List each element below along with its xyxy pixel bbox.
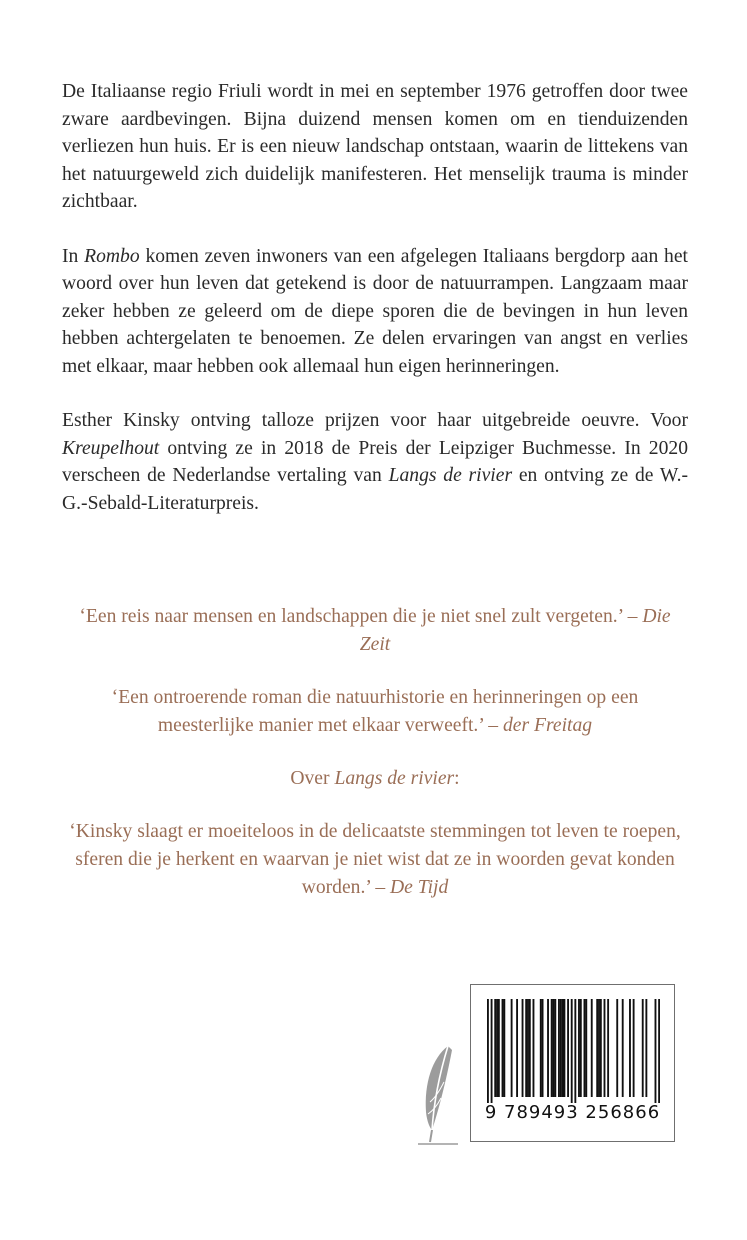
quote-die-zeit: ‘Een reis naar mensen en landschappen die je niet snel zult vergeten.’ – Die Zeit — [79, 606, 671, 655]
book-title-rombo: Rombo — [84, 245, 140, 267]
quote-der-freitag: ‘Een ontroerende roman die natuurhistorie en herinneringen op een meesterlijke manier met elkaar verweeft.’ – der Freitag — [111, 687, 639, 736]
back-cover-blurb — [62, 78, 688, 544]
review-quotes — [62, 603, 688, 927]
barcode-bar — [584, 999, 586, 1097]
barcode-bar — [525, 999, 527, 1097]
blurb-paragraph-1: De Italiaanse regio Friuli wordt in mei en september 1976 getroffen door twee zware aardbevingen. Bijna duizend mensen komen om en tienduizenden verliezen hun huis. Er is een nieuw landschap ontstaan, waarin de littekens van het natuurgeweld zich duidelijk manifesteren. Het menselijk trauma is minder zichtbaar. — [62, 81, 688, 212]
barcode-bar — [596, 999, 598, 1097]
barcode-bars — [487, 999, 660, 1103]
barcode-bar — [547, 999, 549, 1097]
barcode-bar — [511, 999, 513, 1097]
quill-feather-icon — [418, 1042, 458, 1146]
barcode-bar — [494, 999, 496, 1097]
barcode-bar — [571, 999, 573, 1103]
barcode-bar — [522, 999, 524, 1097]
barcode-bar — [558, 999, 560, 1097]
barcode-bar — [604, 999, 606, 1097]
barcode-bar — [574, 999, 576, 1103]
book-title-langs-de-rivier: Langs de rivier — [388, 465, 513, 486]
quote-source: der Freitag — [503, 715, 593, 736]
barcode-bar — [607, 999, 609, 1097]
barcode-bar — [560, 999, 562, 1097]
barcode-bar — [503, 999, 505, 1097]
barcode-bar — [633, 999, 635, 1097]
barcode-bar — [527, 999, 529, 1097]
barcode-bar — [598, 999, 600, 1097]
barcode-bar — [491, 999, 493, 1103]
barcode-bar — [553, 999, 555, 1097]
barcode-bar — [580, 999, 582, 1097]
quote-source: Die Zeit — [359, 606, 671, 655]
barcode-bar — [655, 999, 657, 1103]
barcode-bar — [567, 999, 569, 1097]
isbn-barcode — [470, 984, 675, 1142]
barcode-bar — [516, 999, 518, 1097]
barcode-bar — [540, 999, 542, 1097]
barcode-bar — [591, 999, 593, 1097]
book-title-kreupelhout: Kreupelhout — [62, 437, 160, 459]
barcode-bar — [529, 999, 531, 1097]
quote-de-tijd: ‘Kinsky slaagt er moeiteloos in de delicaatste stemmingen tot leven te roepen, sferen die je herkent en waarvan je niet wist dat ze in woorden gevat konden worden.’ – De Tijd — [69, 821, 681, 898]
barcode-bar — [496, 999, 498, 1097]
barcode-bar — [578, 999, 580, 1097]
barcode-bar — [487, 999, 489, 1103]
barcode-bar — [551, 999, 553, 1097]
barcode-bar — [498, 999, 500, 1097]
barcode-bar — [554, 999, 556, 1097]
barcode-bar — [600, 999, 602, 1097]
barcode-bar — [645, 999, 647, 1097]
barcode-bar — [642, 999, 644, 1097]
barcode-bar — [563, 999, 565, 1097]
barcode-bar — [616, 999, 618, 1097]
barcode-bar — [585, 999, 587, 1097]
isbn-number: 9 789493 256866 — [484, 1102, 661, 1123]
barcode-bar — [533, 999, 535, 1097]
barcode-bar — [542, 999, 544, 1097]
barcode-bar — [658, 999, 660, 1103]
barcode-bar — [622, 999, 624, 1097]
blurb-paragraph-2: In Rombo komen zeven inwoners van een afgelegen Italiaans bergdorp aan het woord over hun leven dat getekend is door de natuurrampen. Langzaam maar zeker hebben ze geleerd om de diepe sporen die de bevingen in hun leven hebben achtergelaten te benoemen. Ze delen ervaringen van angst en verlies met elkaar, maar hebben ook allemaal hun eigen herinneringen. — [62, 245, 688, 377]
blurb-paragraph-3: Esther Kinsky ontving talloze prijzen voor haar uitgebreide oeuvre. Voor Kreupelhout ontving ze in 2018 de Preis der Leipziger Buchmesse. In 2020 verscheen de Nederlandse vertaling van Langs de rivier en ontving ze de W.-G.-Sebald-Literaturpreis. — [62, 410, 688, 514]
quote-source: De Tijd — [390, 877, 449, 898]
barcode-bar — [502, 999, 504, 1097]
barcode-bar — [562, 999, 564, 1097]
barcode-bar — [629, 999, 631, 1097]
over-langs-de-rivier-heading: Over Langs de rivier: — [290, 768, 460, 789]
